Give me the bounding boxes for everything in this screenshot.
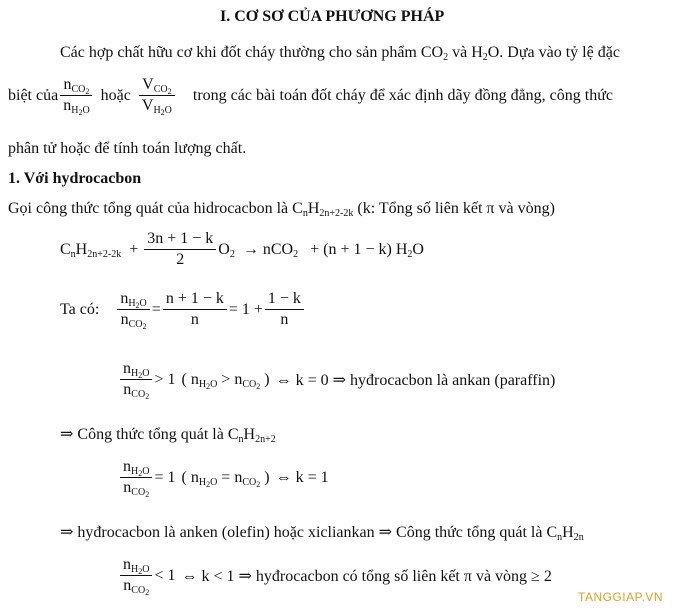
watermark: TANGGIAP.VN: [578, 590, 664, 604]
case-2-anken: $\frac{n_{H_2O}}{n_{CO_2}}$ = 1 ( $n_{H_2O} = n_{CO_2}$ ) ⇔ k = 1: [118, 458, 329, 497]
general-formula-line: Gọi công thức tổng quát của hidrocacbon là $C_nH_{2n+2-2k}$ (k: Tổng số liên kết π và vòng): [8, 200, 555, 219]
case-1-ankan: $\frac{n_{H_2O}}{n_{CO_2}}$ > 1 ( $n_{H_2O} > n_{CO_2}$ ) ⇔ k = 0 ⇒ hyđrocacbon là ankan (paraffin): [118, 360, 555, 399]
case-2-formula: ⇒ hyđrocacbon là anken (olefin) hoặc xicliankan ⇒ Công thức tổng quát là $C_nH_{2n}$: [60, 524, 584, 543]
case-3-multi-bond: $\frac{n_{H_2O}}{n_{CO_2}}$ < 1 ⇔ k < 1 ⇒ hyđrocacbon có tổng số liên kết π và vòng ≥ 2: [118, 556, 552, 595]
ratio-equation: Ta có: $\frac{n_{H_2O}}{n_{CO_2}}$ = $\frac{n + 1 - k}{n}$ = 1 + $\frac{1 - k}{n}$: [60, 290, 306, 329]
section-title: I. CƠ SƠ CỦA PHƯƠNG PHÁP: [220, 8, 445, 25]
section-heading: 1. Với hydrocacbon: [8, 170, 142, 187]
case-1-formula: ⇒ Công thức tổng quát là $C_nH_{2n+2}$: [60, 426, 276, 445]
intro-line-2: biệt của $\frac{n_{CO_2}}{n_{H_2O}}$ hoặc $\frac{V_{CO_2}}{V_{H_2O}}$ trong các bài toán đốt cháy để xác định dãy đồng đẳng, công thức: [8, 76, 613, 117]
combustion-reaction: $C_nH_{2n+2-2k}$ + $\frac{3n + 1 - k}{2}$ $O_2 \to nCO_2 + (n + 1 - k)$ $H_2O$: [60, 230, 424, 268]
ratio-co2-h2o: $\frac{n_{CO_2}}{n_{H_2O}}$: [60, 76, 92, 115]
ratio-vco2-vh2o: $\frac{V_{CO_2}}{V_{H_2O}}$: [139, 76, 175, 115]
intro-line-3: phân tử hoặc để tính toán lượng chất.: [8, 140, 247, 157]
intro-line-1: Các hợp chất hữu cơ khi đốt cháy thường cho sản phẩm $CO_2$ và $H_2O$. Dựa vào tỷ lệ đặc: [60, 44, 620, 63]
